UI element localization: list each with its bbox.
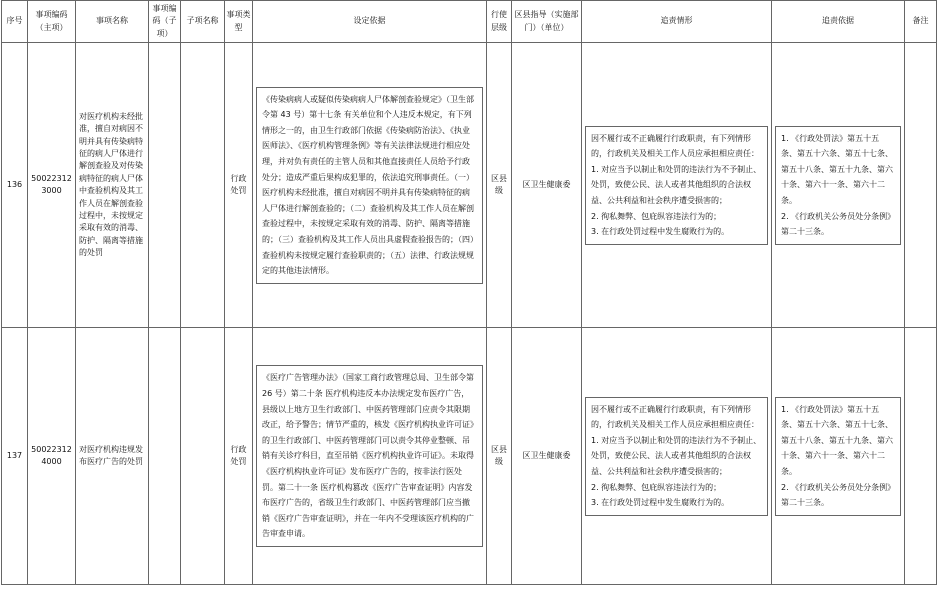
row-seq: 136 bbox=[2, 43, 28, 328]
row-dept: 区卫生健康委 bbox=[512, 328, 582, 585]
header-level: 行使层级 bbox=[487, 1, 512, 43]
row-level: 区县级 bbox=[487, 43, 512, 328]
row-level: 区县级 bbox=[487, 328, 512, 585]
situation-line: 3. 在行政处罚过程中发生腐败行为的。 bbox=[591, 498, 730, 508]
situation-line: 2. 徇私舞弊、包庇纵容违法行为的； bbox=[591, 482, 722, 492]
row-dept: 区卫生健康委 bbox=[512, 43, 582, 328]
row-sub-name bbox=[181, 328, 225, 585]
row-name: 对医疗机构未经批准，擅自对病因不明并具有传染病特征的病人尸体进行解剖查验及对传染病特征的病人尸体中查验机构及其工作人员在解剖查验过程中，未按规定采取有效的消毒、防护、隔离等措施的处罚 bbox=[76, 43, 149, 328]
row-remarks bbox=[905, 43, 937, 328]
row-accountability-cell bbox=[772, 328, 905, 585]
accountability-line: 1. 《行政处罚法》第五十五条、第五十六条、第五十七条、第五十八条、第五十九条、第六十条、第六十一条、第六十二条。 bbox=[781, 133, 893, 205]
situation-line: 1. 对应当予以制止和处罚的违法行为不予制止、处罚，致使公民、法人或者其他组织的合法权益、公共利益和社会秩序遭受损害的； bbox=[591, 164, 762, 205]
header-code-sub: 事项编码（子项） bbox=[149, 1, 181, 43]
row-accountability bbox=[775, 126, 901, 245]
situation-line: 因不履行或不正确履行行政职责，有下列情形的，行政机关及相关工作人员应承担相应责任： bbox=[591, 404, 759, 430]
row-code: 500223124000 bbox=[28, 328, 76, 585]
header-accountability: 追责依据 bbox=[772, 1, 905, 43]
row-remarks bbox=[905, 328, 937, 585]
row-seq: 137 bbox=[2, 328, 28, 585]
row-situation bbox=[585, 397, 768, 516]
header-code-main: 事项编码（主项） bbox=[28, 1, 76, 43]
situation-line: 因不履行或不正确履行行政职责，有下列情形的，行政机关及相关工作人员应承担相应责任： bbox=[591, 133, 759, 159]
row-situation bbox=[585, 126, 768, 245]
header-basis: 设定依据 bbox=[253, 1, 487, 43]
header-remarks: 备注 bbox=[905, 1, 937, 43]
accountability-line: 2. 《行政机关公务员处分条例》第二十三条。 bbox=[781, 211, 892, 237]
row-code-sub bbox=[149, 43, 181, 328]
situation-line: 1. 对应当予以制止和处罚的违法行为不予制止、处罚，致使公民、法人或者其他组织的合法权益、公共利益和社会秩序遭受损害的； bbox=[591, 435, 762, 476]
situation-line: 3. 在行政处罚过程中发生腐败行为的。 bbox=[591, 227, 730, 237]
row-situation-cell bbox=[582, 328, 772, 585]
header-dept: 区县指导（实施部门）（单位） bbox=[512, 1, 582, 43]
accountability-line: 2. 《行政机关公务员处分条例》第二十三条。 bbox=[781, 482, 892, 508]
row-basis: 《传染病病人或疑似传染病病人尸体解剖查验规定》（卫生部令第 43 号）第十七条 有关单位和个人违反本规定，有下列情形之一的，由卫生行政部门依据《传染病防治法》、《执业医师法》、《医疗机构管理条例》等有关法律法规进行相应处理，并对负有责任的主管人员和其他直接责任人员给予行政处分；造成严重后果构成犯罪的，依法追究刑事责任。（一）医疗机构未经批准，擅自对病因不明并具有传染病特征的病人尸体进行解剖查验的；（二）查验机构及其工作人员在解剖查验过程中，未按规定采取有效的消毒、防护、隔离等措施的；（三）查验机构及其工作人员出具虚假查验报告的；（四）查验机构未按规定履行查验职责的；（五）法律、行政法规规定的其他违法情形。 bbox=[256, 87, 483, 284]
row-situation-cell bbox=[582, 43, 772, 328]
accountability-line: 1. 《行政处罚法》第五十五条、第五十六条、第五十七条、第五十八条、第五十九条、第六十条、第六十一条、第六十二条。 bbox=[781, 404, 893, 476]
header-seq: 序号 bbox=[2, 1, 28, 43]
header-sub-name: 子项名称 bbox=[181, 1, 225, 43]
header-type: 事项类型 bbox=[225, 1, 253, 43]
header-row bbox=[2, 1, 937, 43]
row-accountability-cell bbox=[772, 43, 905, 328]
row-code-sub bbox=[149, 328, 181, 585]
row-type: 行政处罚 bbox=[225, 43, 253, 328]
row-code: 500223123000 bbox=[28, 43, 76, 328]
row-basis-cell bbox=[253, 43, 487, 328]
accountability-table bbox=[1, 0, 937, 585]
row-type: 行政处罚 bbox=[225, 328, 253, 585]
row-basis-cell bbox=[253, 328, 487, 585]
table-row bbox=[2, 328, 937, 585]
row-name: 对医疗机构违规发布医疗广告的处罚 bbox=[76, 328, 149, 585]
row-sub-name bbox=[181, 43, 225, 328]
header-situation: 追责情形 bbox=[582, 1, 772, 43]
row-accountability bbox=[775, 397, 901, 516]
header-name: 事项名称 bbox=[76, 1, 149, 43]
table-row bbox=[2, 43, 937, 328]
row-basis: 《医疗广告管理办法》（国家工商行政管理总局、卫生部令第 26 号）第二十条 医疗机构违反本办法规定发布医疗广告，县级以上地方卫生行政部门、中医药管理部门应责令其限期改正，给予警告；情节严重的，核发《医疗机构执业许可证》的卫生行政部门、中医药管理部门可以责令其停业整顿、吊销有关诊疗科目，直至吊销《医疗机构执业许可证》。未取得《医疗机构执业许可证》发布医疗广告的，按非法行医处罚。第二十一条 医疗机构篡改《医疗广告审查证明》内容发布医疗广告的，省级卫生行政部门、中医药管理部门应当撤销《医疗广告审查证明》，并在一年内不受理该医疗机构的广告审查申请。 bbox=[256, 365, 483, 547]
situation-line: 2. 徇私舞弊、包庇纵容违法行为的； bbox=[591, 211, 722, 221]
